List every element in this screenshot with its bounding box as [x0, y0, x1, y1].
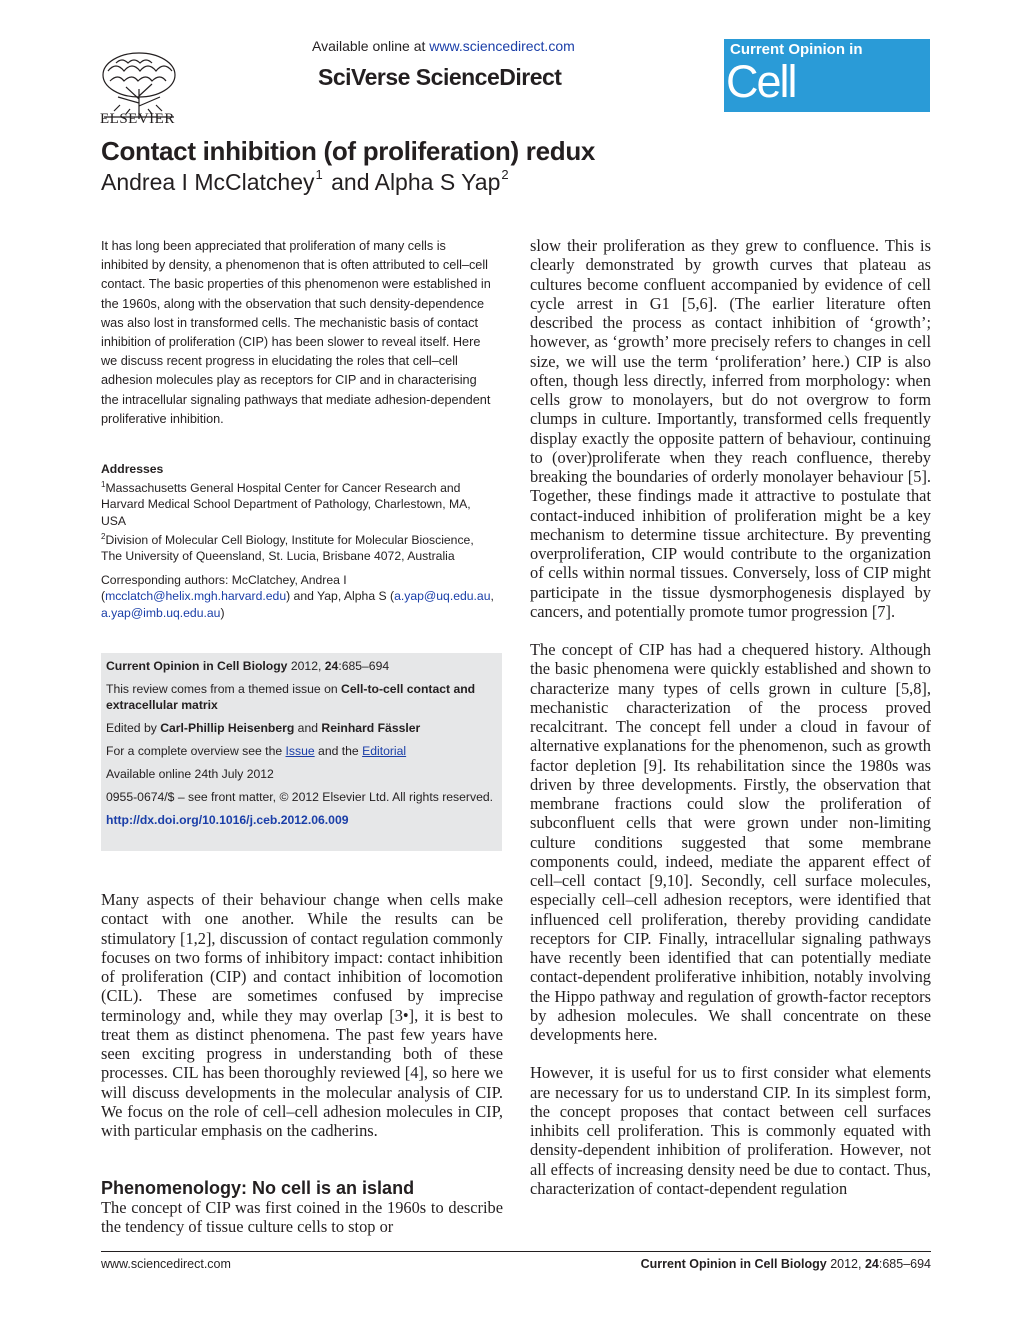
available-online-date: Available online 24th July 2012: [106, 767, 274, 781]
footer-citation: [641, 1257, 931, 1271]
overview-and: and the: [314, 744, 363, 758]
address-1-text: Massachusetts General Hospital Center for Cancer Research and Harvard Medical School Department of Pathology, Charlestown, MA, USA: [101, 481, 471, 528]
available-online-prefix: Available online at: [312, 38, 430, 54]
journal-logo: [724, 39, 930, 159]
paren-close: ): [220, 605, 225, 620]
right-column: [530, 236, 931, 1198]
author-1-affiliation: 1: [315, 167, 323, 182]
right-paragraph-3: However, it is useful for us to first consider what elements are necessary for us to understand CIP. In its simplest form, the concept proposes that contact between cell surfaces inhibits cell proliferation. This is commonly equated with density-dependent inhibition of proliferation. However, not all effects of increasing density need be due to contact. Thus, characterization of contact-dependent regulation: [530, 1063, 931, 1198]
author-line: [101, 167, 511, 196]
address-1: [101, 477, 497, 529]
footer-pages: :685–694: [878, 1257, 931, 1271]
copyright-line: 0955-0674/$ – see front matter, © 2012 Elsevier Ltd. All rights reserved.: [106, 790, 494, 804]
paren-open: (: [101, 589, 106, 604]
intro-text: Many aspects of their behaviour change when cells make contact with one another. While the results can be stimulatory [1,2], discussion of contact regulation commonly focuses on two forms of inhibitory impact: contact inhibition of proliferation (CIP) and contact inhibition of locomotion (CIL). These are sometimes confused by imprecise terminology and, while they may overlap [3•], it is best to treat them as distinct phenomena. The past few years have seen exciting progress in understanding both of these processes. CIL has been thoroughly reviewed [4], so here we will discuss developments in the molecular analysis of CIP. We focus on the role of cell–cell adhesion molecules in CIP, with particular emphasis on the cadherins.: [101, 890, 503, 1140]
citation-line: [106, 658, 497, 674]
footer-volume: 24: [864, 1257, 879, 1271]
platform-name: SciVerse ScienceDirect: [318, 64, 562, 90]
right-paragraph-1: slow their proliferation as they grew to confluence. This is clearly demonstrated by growth curves that plateau as cultures become confluent accompanied by evidence of cell cycle arrest in G1 [5,6]. (The earlier literature often described the process as contact inhibition of ‘growth’; however, as ‘growth’ more precisely refers to changes in cell size, we will use the term ‘proliferation’ here.) CIP is also often, though less directly, inferred from morphology: when cells grow to monolayers, but do not overgrow to form clumps in culture. Importantly, transformed cells frequently display exactly the opposite pattern of behaviour, continuing to (over)proliferate when they reach confluence, thereby breaking the boundaries of orderly monolayer behaviour [5]. Together, these findings made it attractive to postulate that contact-induced inhibition of proliferation might be a key mechanism to determine tissue architecture. By preventing overproliferation, CIP would contribute to the organization of cells within normal tissues. Conversely, loss of CIP might participate in the tissue dysmorphogenesis displayed by cancers, and potentially promote tumor progression [7].: [530, 236, 931, 621]
corresponding-authors: [101, 572, 501, 621]
email-link-ayap-uq[interactable]: a.yap@uq.edu.au: [394, 589, 491, 604]
section-start-paragraph: [101, 1198, 503, 1237]
sciencedirect-link[interactable]: www.sciencedirect.com: [429, 38, 575, 54]
article-title: Contact inhibition (of proliferation) redux: [101, 136, 596, 166]
footer-divider: [101, 1251, 931, 1252]
article-info-box: [101, 653, 502, 851]
editors-and: and: [294, 721, 322, 735]
address-2-text: Division of Molecular Cell Biology, Institute for Molecular Bioscience, The University of Queensland, St. Lucia, Brisbane 4072, Australia: [101, 532, 474, 564]
journal-logo-line2: Cell Biology: [726, 56, 860, 159]
doi-link[interactable]: http://dx.doi.org/10.1016/j.ceb.2012.06.009: [106, 813, 349, 827]
themed-prefix: This review comes from a themed issue on: [106, 682, 342, 696]
section-heading: Phenomenology: No cell is an island: [101, 1178, 415, 1198]
available-online-line: [312, 38, 575, 54]
email-link-mcclatch[interactable]: mcclatch@helix.mgh.harvard.edu: [105, 589, 287, 604]
issue-link[interactable]: Issue: [285, 744, 315, 758]
footer-website: www.sciencedirect.com: [101, 1257, 231, 1271]
address-2-sup: 2: [101, 531, 106, 541]
citation-pages: :685–694: [338, 659, 390, 673]
citation-volume: 24: [324, 659, 339, 673]
intro-paragraph: [101, 890, 503, 1140]
themed-issue-line: [106, 681, 497, 713]
email-link-ayap-imb[interactable]: a.yap@imb.uq.edu.au: [101, 605, 221, 620]
overview-line: [106, 743, 497, 759]
addresses: [101, 461, 497, 564]
overview-prefix: For a complete overview see the: [106, 744, 286, 758]
editor-1: Carl-Phillip Heisenberg: [160, 721, 295, 735]
author-conjunction: and: [324, 169, 375, 195]
publisher-wordmark: ELSEVIER: [100, 111, 175, 127]
citation-year: 2012,: [287, 659, 325, 673]
themed-issue-title: Cell-to-cell contact and extracellular matrix: [106, 682, 476, 712]
editorial-link[interactable]: Editorial: [362, 744, 407, 758]
addresses-heading: Addresses: [101, 462, 164, 476]
citation-journal: Current Opinion in Cell Biology: [106, 659, 288, 673]
author-2: Alpha S Yap: [374, 169, 501, 195]
editors-line: [106, 720, 497, 736]
comma: ,: [490, 589, 494, 604]
section-start-text: The concept of CIP was first coined in the 1960s to describe the tendency of tissue culture cells to stop or: [101, 1198, 503, 1237]
edited-prefix: Edited by: [106, 721, 161, 735]
footer-year: 2012,: [826, 1257, 865, 1271]
author-1: Andrea I McClatchey: [101, 169, 315, 195]
author-2-affiliation: 2: [501, 167, 509, 182]
corresponding-prefix: Corresponding authors: McClatchey, Andrea I: [101, 573, 347, 587]
footer-journal: Current Opinion in Cell Biology: [640, 1257, 827, 1271]
journal-logo-line1: Current Opinion in: [730, 41, 863, 58]
abstract: It has long been appreciated that proliferation of many cells is inhibited by density, a phenomenon that is often attributed to cell–cell contact. The basic properties of this phenomenon were established in the 1960s, along with the observation that such density-dependence was also lost in transformed cells. The mechanistic basis of contact inhibition of proliferation (CIP) has been slower to reveal itself. Here we discuss recent progress in elucidating the roles that cell–cell adhesion molecules play as receptors for CIP and in characterising the intracellular signaling pathways that mediate adhesion-dependent proliferative inhibition.: [101, 239, 491, 426]
editor-2: Reinhard Fässler: [321, 721, 421, 735]
address-1-sup: 1: [101, 480, 106, 490]
address-2: [101, 529, 497, 564]
corresponding-middle: ) and Yap, Alpha S (: [286, 589, 395, 604]
right-paragraph-2: The concept of CIP has had a chequered history. Although the basic phenomena were quickly established and shown to characterize many types of cells grown in culture [5,8], mechanistic characterization of the process proved recalcitrant. The concept fell under a cloud in favour of alternative explanations for the phenomenon, such as growth factor depletion [9]. Its rehabilitation since the 1980s was driven by three developments. Firstly, the observation that membrane fractions could slow the proliferation of subconfluent cells that were grown under non-limiting culture conditions suggested that some membrane components could, indeed, mediate the apparent effect of cell–cell contact [9,10]. Secondly, cell surface molecules, especially cell–cell adhesion receptors, were identified that influenced cell proliferation, thereby providing candidate receptors for CIP. Finally, intracellular signaling pathways have recently been identified that can potentially mediate contact-dependent proliferative inhibition, notably involving the Hippo pathway and regulation of growth-factor receptors by adhesion molecules. We shall concentrate on these developments here.: [530, 640, 931, 1044]
